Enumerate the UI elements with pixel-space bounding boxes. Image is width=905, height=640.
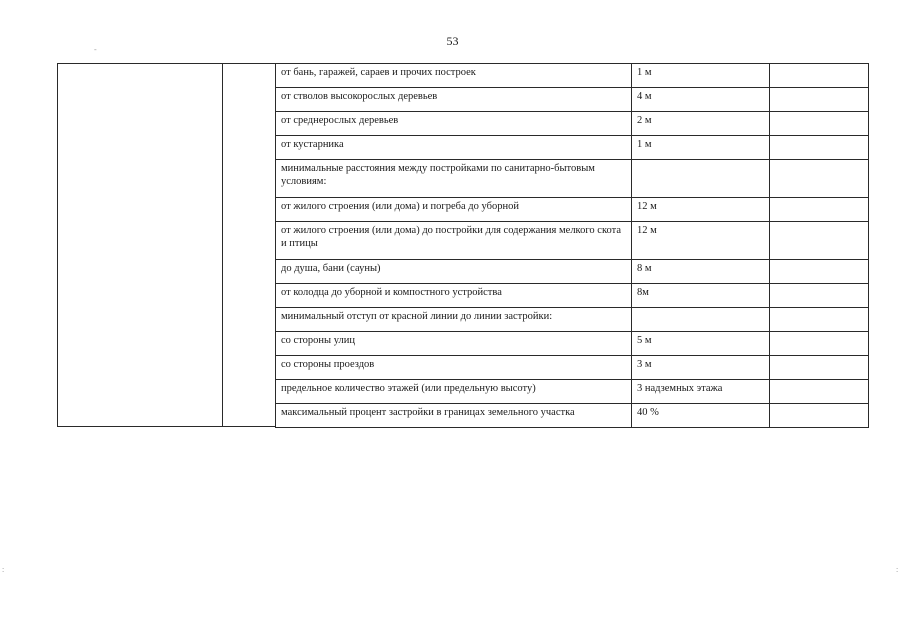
row-note <box>770 160 869 198</box>
row-description: от среднерослых деревьев <box>276 112 632 136</box>
table-row <box>276 308 869 332</box>
row-value: 4 м <box>632 88 770 112</box>
row-description: от стволов высокорослых деревьев <box>276 88 632 112</box>
row-note <box>770 332 869 356</box>
table-row <box>276 112 869 136</box>
row-description: до душа, бани (сауны) <box>276 260 632 284</box>
table-row <box>276 356 869 380</box>
row-description: предельное количество этажей (или предельную высоту) <box>276 380 632 404</box>
row-description: от жилого строения (или дома) и погреба до уборной <box>276 198 632 222</box>
table-row <box>276 404 869 428</box>
table-column-divider <box>222 64 223 426</box>
row-description: минимальные расстояния между постройками по санитарно-бытовым условиям: <box>276 160 632 198</box>
row-description: от бань, гаражей, сараев и прочих построек <box>276 64 632 88</box>
row-value: 12 м <box>632 222 770 260</box>
scan-edge-mark: - <box>94 45 97 54</box>
table-row <box>276 260 869 284</box>
table-row <box>276 332 869 356</box>
row-value: 1 м <box>632 64 770 88</box>
row-note <box>770 222 869 260</box>
row-value: 12 м <box>632 198 770 222</box>
row-note <box>770 380 869 404</box>
row-value: 8 м <box>632 260 770 284</box>
table-row <box>276 222 869 260</box>
row-description: минимальный отступ от красной линии до линии застройки: <box>276 308 632 332</box>
row-value: 3 надземных этажа <box>632 380 770 404</box>
row-value <box>632 160 770 198</box>
row-description: от кустарника <box>276 136 632 160</box>
row-value: 8м <box>632 284 770 308</box>
row-value: 1 м <box>632 136 770 160</box>
row-note <box>770 64 869 88</box>
table-left-columns <box>57 63 275 427</box>
row-note <box>770 284 869 308</box>
table-row <box>276 284 869 308</box>
row-value: 5 м <box>632 332 770 356</box>
table-row <box>276 88 869 112</box>
table-row <box>276 198 869 222</box>
row-note <box>770 404 869 428</box>
scan-edge-mark: : <box>896 565 899 574</box>
row-description: со стороны проездов <box>276 356 632 380</box>
scan-edge-mark: : <box>2 565 5 574</box>
row-value: 2 м <box>632 112 770 136</box>
row-note <box>770 356 869 380</box>
row-description: от колодца до уборной и компостного устройства <box>276 284 632 308</box>
row-note <box>770 112 869 136</box>
table-row <box>276 136 869 160</box>
row-note <box>770 260 869 284</box>
page-number: 53 <box>446 34 459 48</box>
table-row <box>276 380 869 404</box>
row-description: от жилого строения (или дома) до постройки для содержания мелкого скота и птицы <box>276 222 632 260</box>
row-value <box>632 308 770 332</box>
row-note <box>770 88 869 112</box>
requirements-table <box>275 63 869 428</box>
row-description: максимальный процент застройки в границах земельного участка <box>276 404 632 428</box>
row-value: 3 м <box>632 356 770 380</box>
row-description: со стороны улиц <box>276 332 632 356</box>
row-note <box>770 198 869 222</box>
row-note <box>770 136 869 160</box>
row-value: 40 % <box>632 404 770 428</box>
row-note <box>770 308 869 332</box>
table-row <box>276 160 869 198</box>
table-row <box>276 64 869 88</box>
